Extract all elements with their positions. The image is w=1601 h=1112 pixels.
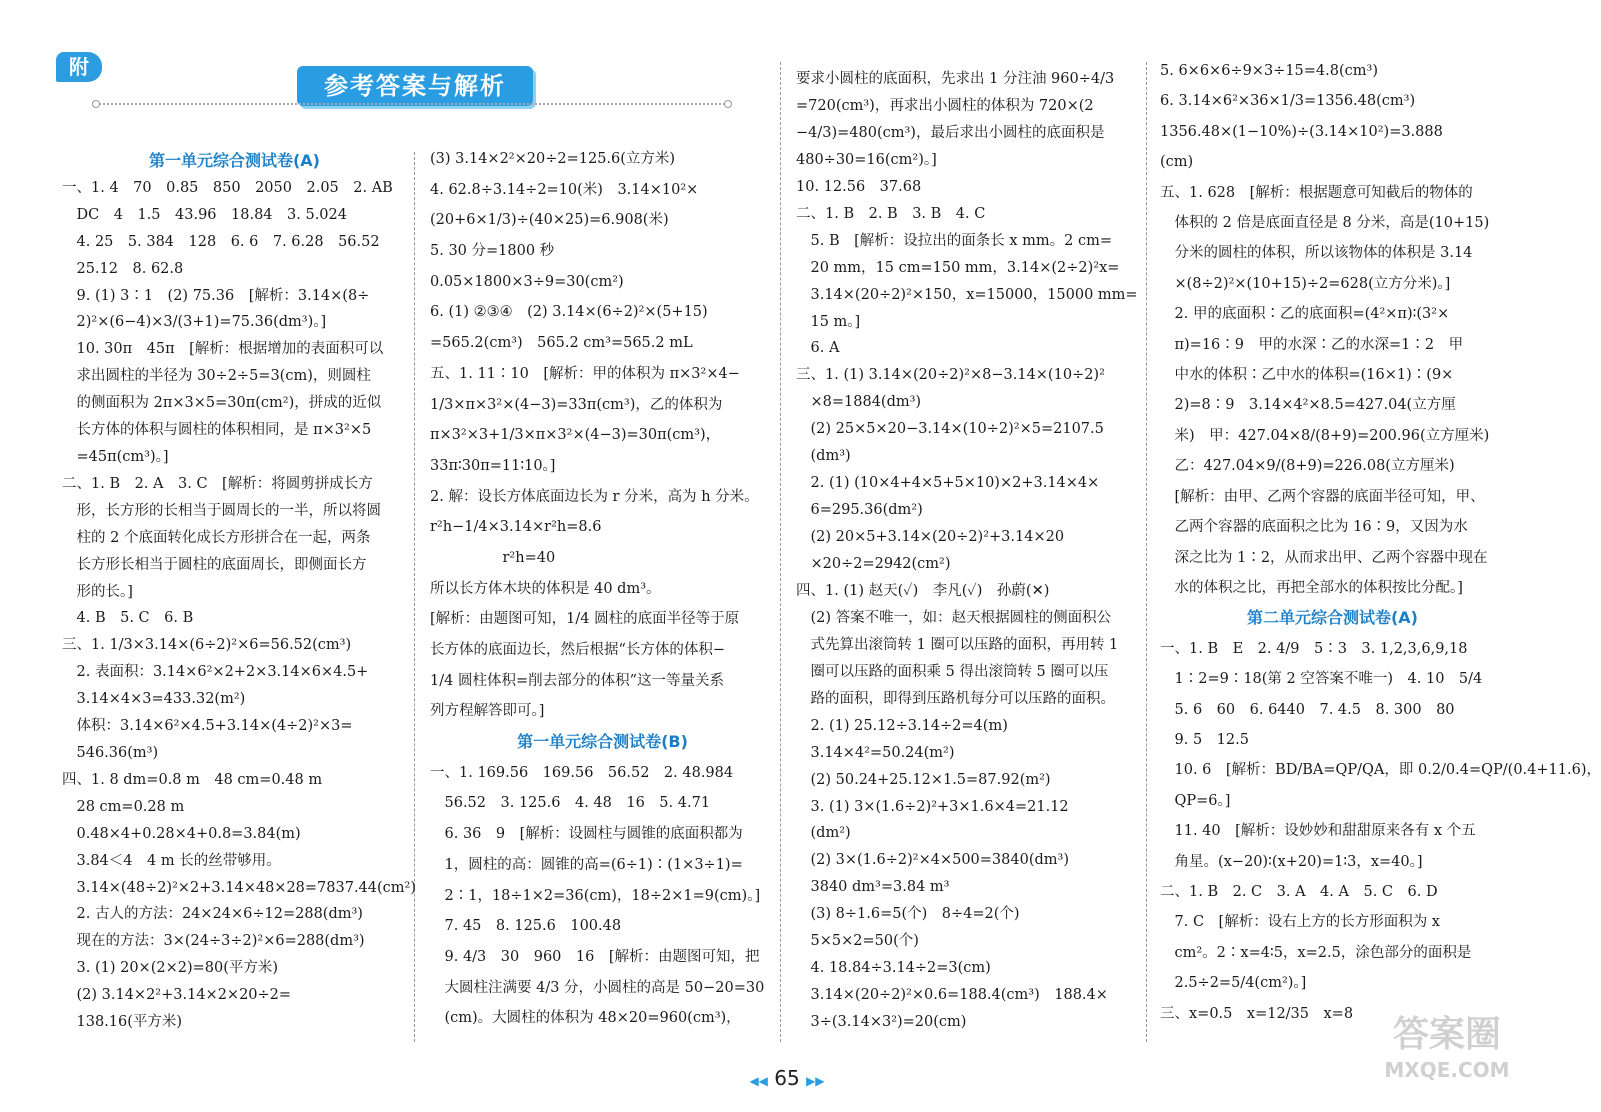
answer-line: 路的面积，即得到压路机每分可以压路的面积。 (796, 690, 1115, 707)
answer-line: 6. (1) ②③④ (2) 3.14×(6÷2)²×(5+15) (430, 304, 708, 321)
answer-line: =720(cm³)，再求出小圆柱的体积为 720×(2 (796, 97, 1094, 114)
answer-line: 体积：3.14×6²×4.5+3.14×(4÷2)²×3= (62, 718, 353, 735)
watermark-logo-text: 答案圈 (1392, 1014, 1501, 1055)
answer-line: 2. 表面积：3.14×6²×2+2×3.14×6×4.5+ (62, 664, 369, 681)
answer-line: 五、1. 628 [解析：根据题意可知截后的物体的 (1160, 184, 1473, 201)
answer-line: (3) 8÷1.6=5(个) 8÷4=2(个) (796, 906, 1020, 923)
answer-line: 长方形长相当于圆柱的底面周长，即侧面长方 (62, 556, 367, 573)
column-divider (1146, 62, 1147, 1042)
answer-line: 三、1. 1/3×3.14×(6÷2)²×6=56.52(cm³) (62, 637, 352, 654)
answer-line: ×20÷2=2942(cm²) (796, 556, 951, 572)
section-heading: 第一单元综合测试卷(B) (517, 732, 688, 752)
answer-line: 2.5÷2=5/4(cm²)。] (1160, 975, 1307, 992)
answer-line: 3.14×(20÷2)²×150，x=15000，15000 mm= (796, 286, 1138, 303)
answer-line: 3. (1) 20×(2×2)=80(平方米) (62, 960, 279, 977)
answer-line: 5. 30 分=1800 秒 (430, 243, 555, 260)
answer-line: r²h=40 (430, 549, 556, 566)
answer-line: ×8=1884(dm³) (796, 394, 922, 411)
answer-line: DC 4 1.5 43.96 18.84 3. 5.024 (62, 206, 347, 223)
answer-line: (cm)。大圆柱的体积为 48×20=960(cm³)， (430, 1010, 741, 1027)
answer-line: 水的体积之比，再把全部水的体积按比分配。] (1160, 579, 1463, 596)
answer-line: (20+6×1/3)÷(40×25)=6.908(米) (430, 212, 669, 229)
answer-line: 6=295.36(dm²) (796, 502, 923, 519)
answer-line: 0.05×1800×3÷9=30(cm²) (430, 273, 624, 290)
answer-line: 2)²×(6−4)×3/(3+1)=75.36(dm³)。] (62, 314, 327, 331)
answer-line: 4. 25 5. 384 128 6. 6 7. 6.28 56.52 (62, 233, 380, 250)
answer-line: 9. 4/3 30 960 16 [解析：由题图可知，把 (430, 948, 760, 965)
answer-line: −4/3)=480(cm³)，最后求出小圆柱的底面积是 (796, 124, 1105, 141)
answer-line: 6. 36 9 [解析：设圆柱与圆锥的底面积都为 (430, 826, 743, 843)
answer-line: 1356.48×(1−10%)÷(3.14×10²)=3.888 (1160, 123, 1443, 140)
answer-line: 1，圆柱的高：圆锥的高=(6÷1)∶(1×3÷1)= (430, 856, 743, 873)
answer-line: 4. 62.8÷3.14÷2=10(米) 3.14×10²× (430, 181, 699, 198)
answer-line: 中水的体积∶乙中水的体积=(16×1)∶(9× (1160, 367, 1454, 384)
answer-line: 3.14×(48÷2)²×2+3.14×48×28=7837.44(cm²) (62, 879, 417, 896)
answer-line: 三、1. (1) 3.14×(20÷2)²×8−3.14×(10÷2)² (796, 367, 1105, 384)
answer-line: 2. (1) (10×4+4×5+5×10)×2+3.14×4× (796, 475, 1100, 492)
answer-line: 10. 30π 45π [解析：根据增加的表面积可以 (62, 341, 384, 358)
answer-line: 形的长。] (62, 583, 133, 600)
answer-line: =565.2(cm³) 565.2 cm³=565.2 mL (430, 335, 693, 352)
answer-line: (dm²) (796, 825, 851, 842)
answer-line: ×(8÷2)²×(10+15)÷2=628(立方分米)。] (1160, 275, 1451, 292)
answer-line: (2) 答案不唯一，如：赵天根据圆柱的侧面积公 (796, 609, 1112, 626)
answer-line: 1/4 圆柱体积=削去部分的体积”这一等量关系 (430, 672, 725, 689)
answer-line: 形，长方形的长相当于圆周长的一半，所以将圆 (62, 502, 381, 519)
section-heading: 第二单元综合测试卷(A) (1246, 608, 1418, 628)
divider-dot (724, 100, 732, 108)
divider-dot (92, 100, 100, 108)
answer-line: 9. (1) 3∶1 (2) 75.36 [解析：3.14×(8÷ (62, 287, 370, 304)
answer-line: 2. 解：设长方体底面边长为 r 分米，高为 h 分米。 (430, 488, 759, 505)
answer-line: 5. 6×6×6÷9×3÷15=4.8(cm³) (1160, 63, 1378, 79)
answer-line: (2) 25×5×20−3.14×(10÷2)²×5=2107.5 (796, 421, 1104, 438)
answer-line: π×3²×3+1/3×π×3²×(4−3)=30π(cm³)， (430, 427, 721, 444)
answer-line: 10. 12.56 37.68 (796, 178, 922, 195)
answer-line: 现在的方法：3×(24÷3÷2)²×6=288(dm³) (62, 933, 365, 950)
column-divider (414, 152, 415, 1042)
answer-line: 所以长方体木块的体积是 40 dm³。 (430, 580, 661, 597)
column-divider (780, 62, 781, 1042)
answer-line: 一、1. 169.56 169.56 56.52 2. 48.984 (430, 764, 734, 781)
answer-line: 长方体的底面边长，然后根据“长方体的体积− (430, 642, 726, 659)
answer-line: 列方程解答即可。] (430, 703, 545, 720)
header-divider (96, 103, 728, 105)
answer-line: (cm) (1160, 154, 1194, 171)
answer-line: (2) 3.14×2²+3.14×2×20÷2= (62, 987, 292, 1004)
answer-line: (3) 3.14×2²×20÷2=125.6(立方米) (430, 151, 676, 167)
answer-line: 的侧面积为 2π×3×5=30π(cm²)，拼成的近似 (62, 395, 382, 412)
watermark (1362, 1012, 1532, 1104)
answer-line: 546.36(m³) (62, 745, 159, 761)
answer-line: π)=16∶9 甲的水深∶乙的水深=1∶2 甲 (1160, 336, 1464, 353)
answer-line: 米) 甲：427.04×8/(8+9)=200.96(立方厘米) (1160, 427, 1490, 444)
answer-line: 二、1. B 2. B 3. B 4. C (796, 205, 986, 222)
answer-line: 2∶1，18÷1×2=36(cm)，18÷2×1=9(cm)。] (430, 887, 761, 904)
section-heading: 第一单元综合测试卷(A) (148, 151, 320, 170)
answer-line: 11. 40 [解析：设妙妙和甜甜原来各有 x 个五 (1160, 823, 1476, 840)
answer-line: 7. 45 8. 125.6 100.48 (430, 918, 622, 935)
answer-line: 15 m。] (796, 313, 861, 330)
answer-line: r²h−1/4×3.14×r²h=8.6 (430, 519, 602, 536)
next-arrow-icon: ▶▶ (806, 1074, 825, 1088)
answer-line: 一、1. B E 2. 4/9 5∶3 3. 1,2,3,6,9,18 (1160, 640, 1468, 657)
answer-line: 480÷30=16(cm²)。] (796, 151, 937, 168)
answer-line: 五、1. 11∶10 [解析：甲的体积为 π×3²×4− (430, 365, 740, 382)
answer-line: 6. 3.14×6²×36×1/3=1356.48(cm³) (1160, 93, 1416, 110)
answer-line: 2)=8∶9 3.14×4²×8.5=427.04(立方厘 (1160, 397, 1456, 414)
answer-line: 2. 古人的方法：24×24×6÷12=288(dm³) (62, 906, 363, 923)
answer-line: 乙两个容器的底面积之比为 16∶9，又因为水 (1160, 519, 1468, 536)
answer-line: 二、1. B 2. C 3. A 4. A 5. C 6. D (1160, 883, 1438, 900)
answer-line: 大圆柱注满要 4/3 分，小圆柱的高是 50−20=30 (430, 979, 765, 996)
answer-line: 3.14×(20÷2)²×0.6=188.4(cm³) 188.4× (796, 987, 1108, 1004)
answer-line: 二、1. B 2. A 3. C [解析：将圆剪拼成长方 (62, 475, 373, 492)
answer-line: (2) 3×(1.6÷2)²×4×500=3840(dm³) (796, 852, 1069, 869)
answer-line: 三、x=0.5 x=12/35 x=8 (1160, 1005, 1354, 1022)
answer-line: 体积的 2 倍是底面直径是 8 分米，高是(10+15) (1160, 215, 1490, 232)
answer-line: 分米的圆柱的体积，所以该物体的体积是 3.14 (1160, 245, 1473, 262)
page-number: 65 (774, 1066, 800, 1090)
answer-line: 式先算出滚筒转 1 圈可以压路的面积，再用转 1 (796, 636, 1119, 653)
answer-line: 4. 18.84÷3.14÷2=3(cm) (796, 960, 991, 977)
answer-line: [解析：由甲、乙两个容器的底面半径可知，甲、 (1160, 488, 1485, 505)
prev-arrow-icon: ◀◀ (749, 1074, 768, 1088)
answer-line: 3840 dm³=3.84 m³ (796, 879, 950, 896)
answer-line: 7. C [解析：设右上方的长方形面积为 x (1160, 914, 1440, 931)
answer-line: 要求小圆柱的底面积，先求出 1 分注油 960÷4/3 (796, 71, 1115, 87)
page-number-footer (742, 1066, 832, 1090)
appendix-tag: 附 (56, 52, 102, 82)
answer-line: 1/3×π×3²×(4−3)=33π(cm³)，乙的体积为 (430, 396, 723, 413)
answer-line: 3÷(3.14×3²)=20(cm) (796, 1014, 967, 1031)
answer-line: 四、1. 8 dm=0.8 m 48 cm=0.48 m (62, 771, 323, 788)
answer-line: 138.16(平方米) (62, 1014, 183, 1031)
answer-line: 乙：427.04×9/(8+9)=226.08(立方厘米) (1160, 458, 1455, 475)
answer-line: 25.12 8. 62.8 (62, 260, 184, 277)
answer-line: 求出圆柱的半径为 30÷2÷5=3(cm)，则圆柱 (62, 368, 371, 385)
answer-line: 圈可以压路的面积乘 5 得出滚筒转 5 圈可以压 (796, 663, 1109, 680)
answer-line: 深之比为 1∶2，从而求出甲、乙两个容器中现在 (1160, 549, 1488, 566)
answer-line: 一、1. 4 70 0.85 850 2050 2.05 2. AB (62, 179, 393, 196)
answer-line: 5×5×2=50(个) (796, 933, 919, 950)
answer-line: (dm³) (796, 448, 851, 465)
answer-line: 四、1. (1) 赵天(✓) 李凡(✓) 孙蔚(✕) (796, 582, 1050, 599)
answer-line: 28 cm=0.28 m (62, 798, 185, 815)
answer-line: =45π(cm³)。] (62, 449, 169, 465)
answer-line: (2) 50.24+25.12×1.5=87.92(m²) (796, 771, 1051, 788)
answer-line: 2. 甲的底面积∶乙的底面积=(4²×π)∶(3²× (1160, 306, 1450, 323)
answer-line: 9. 5 12.5 (1160, 731, 1249, 748)
answer-line: 3. (1) 3×(1.6÷2)²+3×1.6×4=21.12 (796, 798, 1069, 815)
answer-line: cm²。2∶x=4∶5，x=2.5，涂色部分的面积是 (1160, 944, 1472, 961)
answer-line: 33π∶30π=11∶10。] (430, 457, 556, 474)
answer-line: 5. B [解析：设拉出的面条长 x mm。2 cm= (796, 232, 1113, 249)
answer-line: 0.48×4+0.28×4+0.8=3.84(m) (62, 825, 301, 842)
answer-line: 3.84＜4 4 m 长的丝带够用。 (62, 852, 281, 869)
answer-line: QP=6。] (1160, 792, 1231, 809)
answer-line: 1∶2=9∶18(第 2 空答案不唯一) 4. 10 5/4 (1160, 671, 1483, 688)
answer-line: 3.14×4×3=433.32(m²) (62, 691, 246, 708)
answer-line: 10. 6 [解析：BD/BA=QP/QA，即 0.2/0.4=QP/(0.4+11.6)， (1160, 762, 1601, 779)
answer-line: 3.14×4²=50.24(m²) (796, 744, 955, 761)
answer-line: 6. A (796, 340, 840, 357)
answer-line: 长方体的体积与圆柱的体积相同，是 π×3²×5 (62, 422, 372, 439)
answer-line: 20 mm，15 cm=150 mm，3.14×(2÷2)²x= (796, 259, 1120, 276)
answer-line: 角星。(x−20)∶(x+20)=1∶3，x=40。] (1160, 853, 1423, 870)
answer-line: 柱的 2 个底面转化成长方形拼合在一起，两条 (62, 529, 371, 546)
answer-line: (2) 20×5+3.14×(20÷2)²+3.14×20 (796, 529, 1065, 546)
answer-line: 5. 6 60 6. 6440 7. 4.5 8. 300 80 (1160, 701, 1455, 718)
answer-line: 2. (1) 25.12÷3.14÷2=4(m) (796, 717, 1008, 734)
answer-line: 56.52 3. 125.6 4. 48 16 5. 4.71 (430, 795, 711, 812)
watermark-url: MXQE.COM (1384, 1058, 1510, 1082)
answer-line: [解析：由题图可知，1/4 圆柱的底面半径等于原 (430, 611, 740, 628)
answer-line: 4. B 5. C 6. B (62, 610, 194, 627)
page-banner-title: 参考答案与解析 (297, 66, 533, 106)
